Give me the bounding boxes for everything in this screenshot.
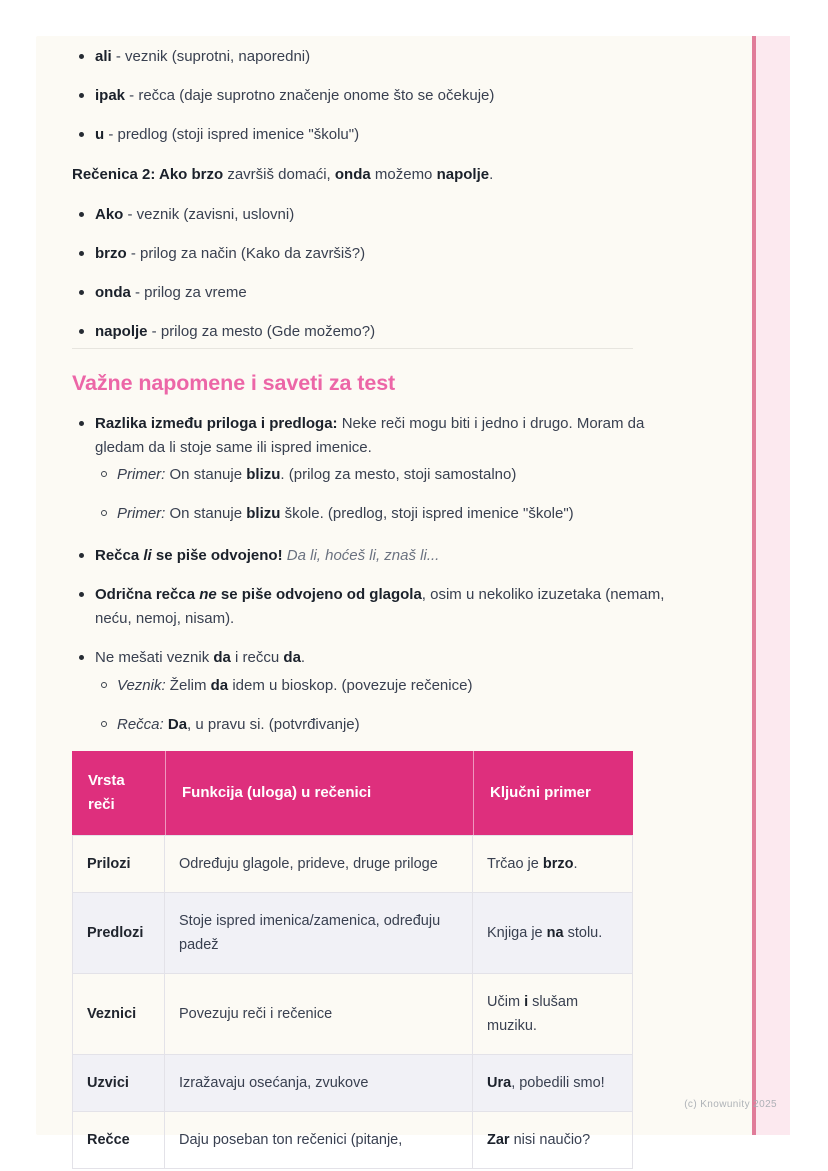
bullet-marker-icon: [72, 583, 95, 631]
circle-marker-icon: [94, 502, 117, 526]
circle-marker-icon: [94, 713, 117, 737]
bullet-item: [72, 123, 672, 147]
note-sub-list: [94, 463, 672, 526]
bullet-marker-icon: [72, 544, 95, 568]
cell-function: Određuju glagole, prideve, druge priloge: [165, 835, 473, 893]
bullet-marker-icon: [72, 84, 95, 108]
bullet-marker-icon: [72, 45, 95, 69]
note-item: [72, 544, 672, 568]
bullet-marker-icon: [72, 412, 95, 460]
cell-function: Daju poseban ton rečenici (pitanje,: [165, 1112, 473, 1169]
sub-bullet-item: [94, 502, 672, 526]
table-row: [72, 1055, 633, 1112]
header-cell-function: Funkcija (uloga) u rečenici: [165, 751, 473, 835]
sentence-2-bullet-list: [72, 203, 672, 344]
table-row: [72, 974, 633, 1055]
sub-bullet-item: [94, 674, 672, 698]
cell-function: Izražavaju osećanja, zvukove: [165, 1055, 473, 1112]
bullet-item: [72, 84, 672, 108]
cell-word-type: Veznici: [72, 974, 165, 1055]
bullet-item: [72, 45, 672, 69]
table-header-row: [72, 751, 633, 835]
bullet-marker-icon: [72, 320, 95, 344]
sub-bullet-text: Primer: On stanuje blizu škole. (predlog, stoji ispred imenice "škole"): [117, 505, 574, 522]
cell-word-type: Prilozi: [72, 835, 165, 893]
header-cell-example: Ključni primer: [473, 751, 633, 835]
section-divider: [72, 348, 633, 349]
notes-bullet-list: [72, 412, 672, 737]
sub-bullet-text: Veznik: Želim da idem u bioskop. (povezuje rečenice): [117, 677, 473, 694]
cell-example: Knjiga je na stolu.: [473, 893, 633, 974]
cell-example: Ura, pobedili smo!: [473, 1055, 633, 1112]
note-item: [72, 583, 672, 631]
bullet-item: [72, 281, 672, 305]
grammar-table: [72, 751, 633, 1169]
cell-word-type: Uzvici: [72, 1055, 165, 1112]
bullet-marker-icon: [72, 281, 95, 305]
note-sub-list: [94, 674, 672, 737]
bullet-marker-icon: [72, 242, 95, 266]
sentence-2-line: Rečenica 2: Ako brzo završiš domaći, onda možemo napolje.: [72, 166, 494, 183]
sub-bullet-item: [94, 463, 672, 487]
bullet-text: brzo - prilog za način (Kako da završiš?): [95, 245, 366, 262]
bullet-marker-icon: [72, 646, 95, 670]
bullet-text: ali - veznik (suprotni, naporedni): [95, 48, 311, 65]
bullet-marker-icon: [72, 123, 95, 147]
cell-word-type: Predlozi: [72, 893, 165, 974]
cell-example: Učim i slušam muziku.: [473, 974, 633, 1055]
circle-marker-icon: [94, 463, 117, 487]
note-text: Ne mešati veznik da i rečcu da.: [95, 649, 306, 666]
bullet-item: [72, 242, 672, 266]
table-row: [72, 893, 633, 974]
bullet-text: napolje - prilog za mesto (Gde možemo?): [95, 323, 376, 340]
bullet-text: u - predlog (stoji ispred imenice "školu"): [95, 126, 360, 143]
header-cell-word-type: Vrsta reči: [72, 751, 165, 835]
content-column: [72, 36, 672, 1169]
bullet-marker-icon: [72, 203, 95, 227]
bullet-text: ipak - rečca (daje suprotno značenje onome što se očekuje): [95, 87, 495, 104]
bullet-item: [72, 320, 672, 344]
cell-function: Stoje ispred imenica/zamenica, određuju padež: [165, 893, 473, 974]
circle-marker-icon: [94, 674, 117, 698]
note-item: [72, 412, 672, 526]
note-text: Rečca li se piše odvojeno! Da li, hoćeš li, znaš li...: [95, 547, 440, 564]
bullet-text: onda - prilog za vreme: [95, 284, 247, 301]
note-item: [72, 646, 672, 737]
bullet-item: [72, 203, 672, 227]
document-page: [36, 36, 790, 1148]
cell-word-type: Rečce: [72, 1112, 165, 1169]
bullet-text: Ako - veznik (zavisni, uslovni): [95, 206, 295, 223]
note-text: Razlika između priloga i predloga: Neke reči mogu biti i jedno i drugo. Moram da gledam da li stoje same ili ispred imenice.: [95, 415, 645, 456]
table-row: [72, 835, 633, 893]
note-text: Odrična rečca ne se piše odvojeno od glagola, osim u nekoliko izuzetaka (nemam, neću, nemoj, nisam).: [95, 586, 665, 627]
section-heading: Važne napomene i saveti za test: [72, 371, 396, 395]
intro-bullet-list: [72, 45, 672, 147]
cell-example: Zar nisi naučio?: [473, 1112, 633, 1169]
sub-bullet-text: Primer: On stanuje blizu. (prilog za mesto, stoji samostalno): [117, 466, 517, 483]
table-row: [72, 1112, 633, 1169]
sub-bullet-item: [94, 713, 672, 737]
sub-bullet-text: Rečca: Da, u pravu si. (potvrđivanje): [117, 716, 360, 733]
page-accent-bar: [752, 36, 790, 1135]
watermark: (c) Knowunity 2025: [684, 1099, 777, 1110]
cell-example: Trčao je brzo.: [473, 835, 633, 893]
cell-function: Povezuju reči i rečenice: [165, 974, 473, 1055]
